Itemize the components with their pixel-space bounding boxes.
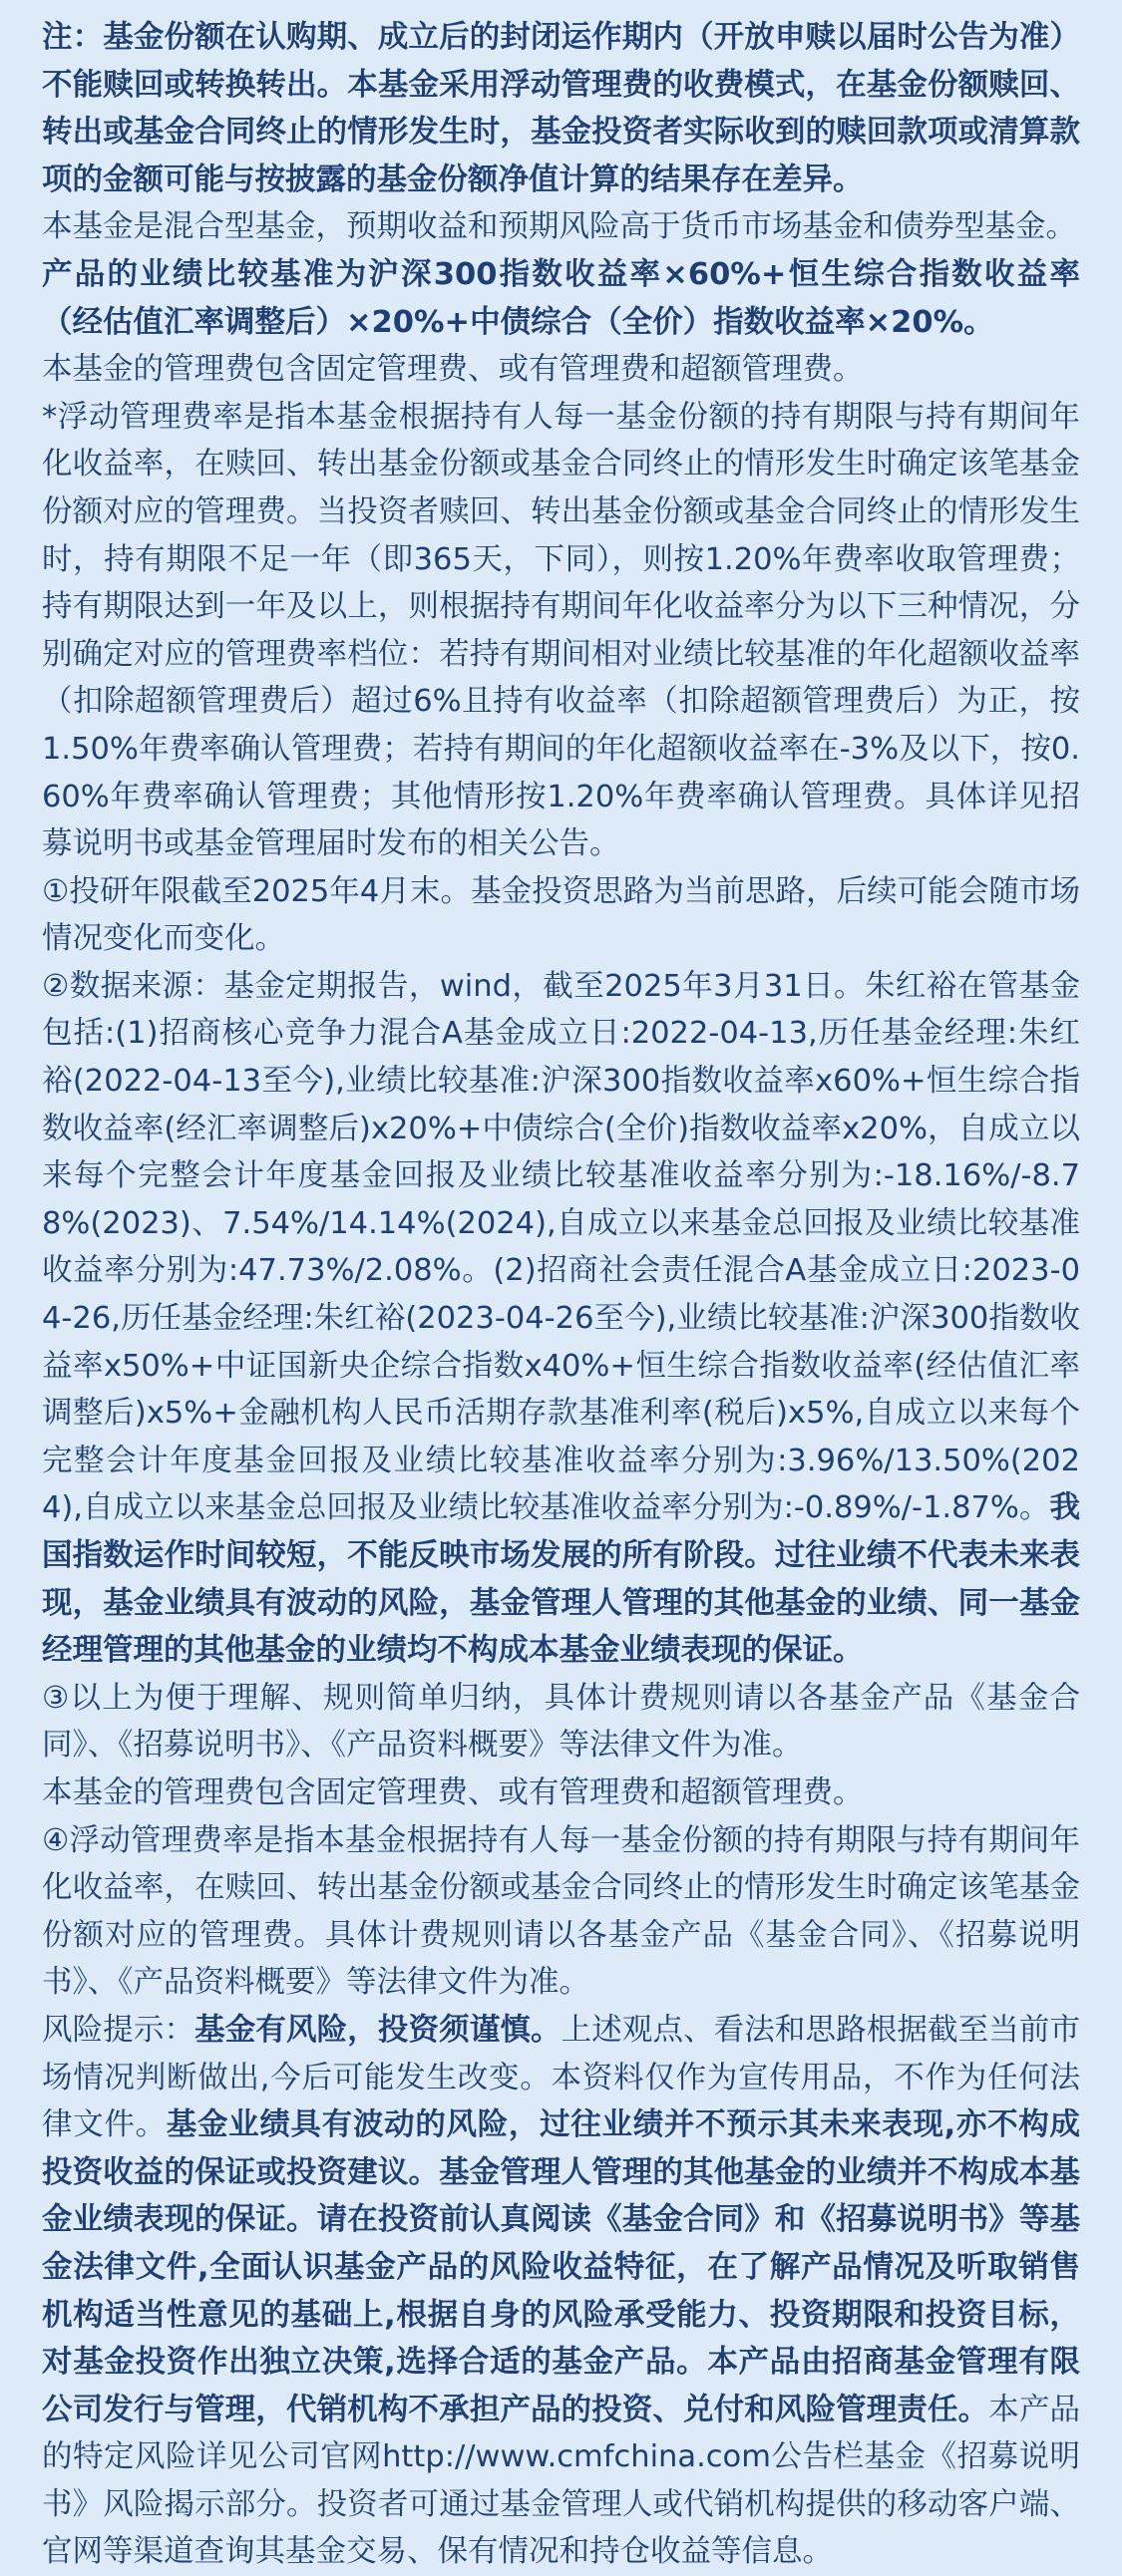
notice-text: 注：基金份额在认购期、成立后的封闭运作期内（开放申赎以届时公告为准）不能赎回或转换转出。本基金采用浮动管理费的收费模式，在基金份额赎回、转出或基金合同终止的情形发生时，基金投资者实际收到的赎回款项或清算款项的金额可能与按披露的基金份额净值计算的结果存在差异。 <box>42 20 1080 197</box>
risk-warning-paragraph <box>42 2007 1080 2576</box>
footnote-2-warning: 我国指数运作时间较短，不能反映市场发展的所有阶段。过往业绩不代表未来表现，基金业绩具有波动的风险，基金管理人管理的其他基金的业绩、同一基金经理管理的其他基金的业绩均不构成本基金业绩表现的保证。 <box>42 1490 1080 1669</box>
management-fee-repeat-text: 本基金的管理费包含固定管理费、或有管理费和超额管理费。 <box>42 1774 864 1810</box>
footnote-3-paragraph <box>42 1675 1080 1770</box>
risk-closing-text: 本产品的特定风险详见公司官网http://www.cmfchina.com公告栏基金《招募说明书》风险揭示部分。投资者可通过基金管理人或代销机构提供的移动客户端、官网等渠道查询其基金交易、保有情况和持仓收益等信息。 <box>42 2392 1081 2570</box>
benchmark-paragraph <box>42 251 1080 346</box>
management-fee-repeat-paragraph <box>42 1770 1080 1817</box>
footnote-2-paragraph <box>42 963 1080 1675</box>
floating-fee-text: *浮动管理费率是指本基金根据持有人每一基金份额的持有期限与持有期间年化收益率，在赎回、转出基金份额或基金合同终止的情形发生时确定该笔基金份额对应的管理费。当投资者赎回、转出基金份额或基金合同终止的情形发生时，持有期限不足一年（即365天，下同），则按1.20%年费率收取管理费；持有期限达到一年及以上，则根据持有期间年化收益率分为以下三种情况，分别确定对应的管理费率档位：若持有期间相对业绩比较基准的年化超额收益率（扣除超额管理费后）超过6%且持有收益率（扣除超额管理费后）为正，按1.50%年费率确认管理费；若持有期间的年化超额收益率在-3%及以下，按0.60%年费率确认管理费；其他情形按1.20%年费率确认管理费。具体详见招募说明书或基金管理届时发布的相关公告。 <box>42 399 1080 862</box>
fund-type-text: 本基金是混合型基金，预期收益和预期风险高于货币市场基金和债券型基金。 <box>42 209 1076 245</box>
fund-type-paragraph <box>42 203 1080 251</box>
risk-opinion-text: 上述观点、看法和思路根据截至当前市场情况判断做出,今后可能发生改变。本资料仅作为宣传用品，不作为任何法律文件。 <box>42 2012 1081 2143</box>
footnote-1-text: ①投研年限截至2025年4月末。基金投资思路为当前思路，后续可能会随市场情况变化而变化。 <box>42 873 1080 957</box>
footnote-3-text: ③以上为便于理解、规则简单归纳，具体计费规则请以各基金产品《基金合同》、《招募说明书》、《产品资料概要》等法律文件为准。 <box>42 1680 1080 1764</box>
footnote-2-text: ②数据来源：基金定期报告，wind，截至2025年3月31日。朱红裕在管基金包括:(1)招商核心竞争力混合A基金成立日:2022-04-13,历任基金经理:朱红裕(2022-04-13至今),业绩比较基准:沪深300指数收益率x60%+恒生综合指数收益率(经汇率调整后)x20%+中债综合(全价)指数收益率x20%，自成立以来每个完整会计年度基金回报及业绩比较基准收益率分别为:-18.16%/-8.78%(2023)、7.54%/14.14%(2024),自成立以来基金总回报及业绩比较基准收益率分别为:47.73%/2.08%。(2)招商社会责任混合A基金成立日:2023-04-26,历任基金经理:朱红裕(2023-04-26至今),业绩比较基准:沪深300指数收益率x50%+中证国新央企综合指数x40%+恒生综合指数收益率(经估值汇率调整后)x5%+金融机构人民币活期存款基准利率(税后)x5%,自成立以来每个完整会计年度基金回报及业绩比较基准收益率分别为:3.96%/13.50%(2024),自成立以来基金总回报及业绩比较基准收益率分别为:-0.89%/-1.87%。 <box>42 968 1080 1526</box>
footnote-1-paragraph <box>42 868 1080 963</box>
notice-paragraph <box>42 14 1080 203</box>
floating-fee-paragraph <box>42 394 1080 868</box>
risk-headline: 基金有风险，投资须谨慎。 <box>194 2012 561 2048</box>
management-fee-text: 本基金的管理费包含固定管理费、或有管理费和超额管理费。 <box>42 352 864 388</box>
footnote-4-text: ④浮动管理费率是指本基金根据持有人每一基金份额的持有期限与持有期间年化收益率，在赎回、转出基金份额或基金合同终止的情形发生时确定该笔基金份额对应的管理费。具体计费规则请以各基金产品《基金合同》、《招募说明书》、《产品资料概要》等法律文件为准。 <box>42 1822 1080 2001</box>
risk-label: 风险提示： <box>42 2012 195 2048</box>
management-fee-paragraph <box>42 346 1080 394</box>
benchmark-text: 产品的业绩比较基准为沪深300指数收益率×60%+恒生综合指数收益率（经估值汇率调整后）×20%+中债综合（全价）指数收益率×20%。 <box>42 256 1080 340</box>
footnote-4-paragraph <box>42 1817 1080 2007</box>
risk-bold-text: 基金业绩具有波动的风险，过往业绩并不预示其未来表现,亦不构成投资收益的保证或投资建议。基金管理人管理的其他基金的业绩并不构成本基金业绩表现的保证。请在投资前认真阅读《基金合同》和《招募说明书》等基金法律文件,全面认识基金产品的风险收益特征，在了解产品情况及听取销售机构适当性意见的基础上,根据自身的风险承受能力、投资期限和投资目标，对基金投资作出独立决策,选择合适的基金产品。本产品由招商基金管理有限公司发行与管理，代销机构不承担产品的投资、兑付和风险管理责任。 <box>42 2107 1080 2427</box>
